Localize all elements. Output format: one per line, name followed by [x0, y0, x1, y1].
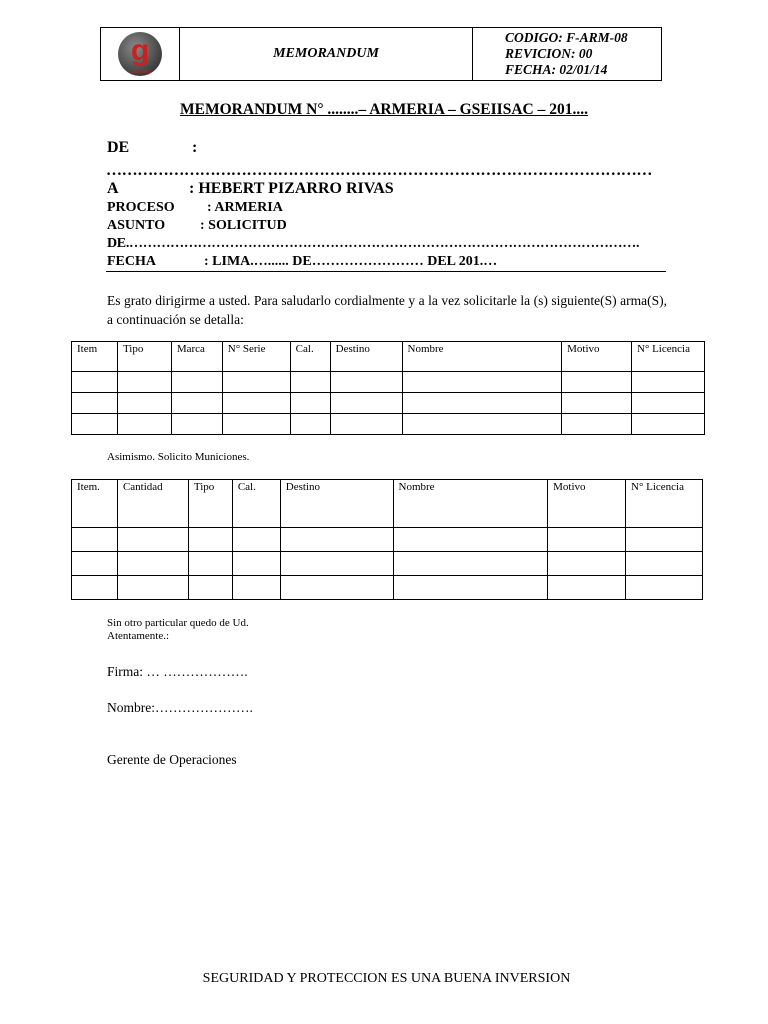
document-header	[100, 27, 662, 81]
table-header-cell: Destino	[280, 480, 393, 528]
svg-text:GSEISAC: GSEISAC	[128, 69, 152, 75]
de-field	[107, 139, 197, 157]
armas-header-row	[72, 342, 705, 372]
a-field	[107, 180, 394, 198]
table-header-cell: Destino	[330, 342, 402, 372]
footer-slogan: SEGURIDAD Y PROTECCION ES UNA BUENA INVERSION	[202, 971, 571, 986]
company-logo-icon	[112, 30, 168, 78]
header-title: MEMORANDUM	[180, 28, 473, 80]
table-header-cell: Motivo	[548, 480, 626, 528]
municiones-note: Asimismo. Solicito Municiones.	[107, 451, 250, 463]
de-dots: ……………………………………………………………………………………………	[106, 162, 653, 179]
asunto-field	[107, 218, 287, 234]
company-logo-cell	[101, 28, 180, 80]
closing-text	[107, 617, 249, 643]
proceso-label: PROCESO	[107, 200, 175, 215]
table-header-cell: Cal.	[232, 480, 280, 528]
municiones-table	[71, 479, 703, 600]
header-info	[473, 28, 661, 80]
memo-title: MEMORANDUM N° ........– ARMERIA – GSEIISAC – 201....	[180, 101, 588, 118]
table-header-cell: Motivo	[562, 342, 632, 372]
table-row	[72, 393, 705, 414]
request-paragraph: Es grato dirigirme a usted. Para saludarlo cordialmente y a la vez solicitarle la (s) siguiente(S) arma(S), a continuación se detalla:	[107, 293, 667, 327]
fecha-label: FECHA	[107, 254, 156, 269]
table-header-cell: Cal.	[290, 342, 330, 372]
codigo: CODIGO: F-ARM-08	[505, 30, 628, 45]
table-header-cell: Item	[72, 342, 118, 372]
table-row	[72, 528, 703, 552]
table-header-cell: Item.	[72, 480, 118, 528]
firma-line: Firma: … ……………….	[107, 664, 248, 679]
table-header-cell: Nombre	[393, 480, 548, 528]
table-header-cell: N° Serie	[222, 342, 290, 372]
table-header-cell: Tipo	[188, 480, 232, 528]
fecha-value: : LIMA.…...... DE…………………… DEL 201.…	[204, 254, 498, 269]
cargo-line: Gerente de Operaciones	[107, 752, 237, 767]
table-row	[72, 552, 703, 576]
table-header-cell: N° Licencia	[626, 480, 703, 528]
revicion: REVICION: 00	[505, 46, 593, 61]
de-colon: :	[192, 139, 198, 156]
proceso-value: : ARMERIA	[207, 200, 283, 215]
asunto-value: : SOLICITUD	[200, 218, 287, 233]
nombre-line: Nombre:………………….	[107, 700, 253, 715]
asunto-label: ASUNTO	[107, 218, 166, 233]
de2-line: DE.………………………………………………………………………………………………….	[107, 236, 640, 251]
table-row	[72, 414, 705, 435]
header-divider	[106, 271, 666, 272]
table-header-cell: Marca	[171, 342, 222, 372]
closing-line-1: Sin otro particular quedo de Ud.	[107, 617, 249, 629]
a-label: A	[107, 180, 119, 197]
table-header-cell: N° Licencia	[632, 342, 705, 372]
municiones-header-row	[72, 480, 703, 528]
svg-text:g: g	[130, 34, 150, 67]
table-header-cell: Nombre	[402, 342, 562, 372]
closing-line-2: Atentamente.:	[107, 630, 170, 642]
table-row	[72, 576, 703, 600]
table-row	[72, 372, 705, 393]
proceso-field	[107, 200, 283, 216]
a-value: : HEBERT PIZARRO RIVAS	[189, 180, 394, 197]
fecha-doc: FECHA: 02/01/14	[505, 62, 608, 77]
armas-table	[71, 341, 705, 435]
table-header-cell: Tipo	[117, 342, 171, 372]
table-header-cell: Cantidad	[117, 480, 188, 528]
de-label: DE	[107, 139, 130, 156]
fecha-field	[107, 254, 497, 270]
